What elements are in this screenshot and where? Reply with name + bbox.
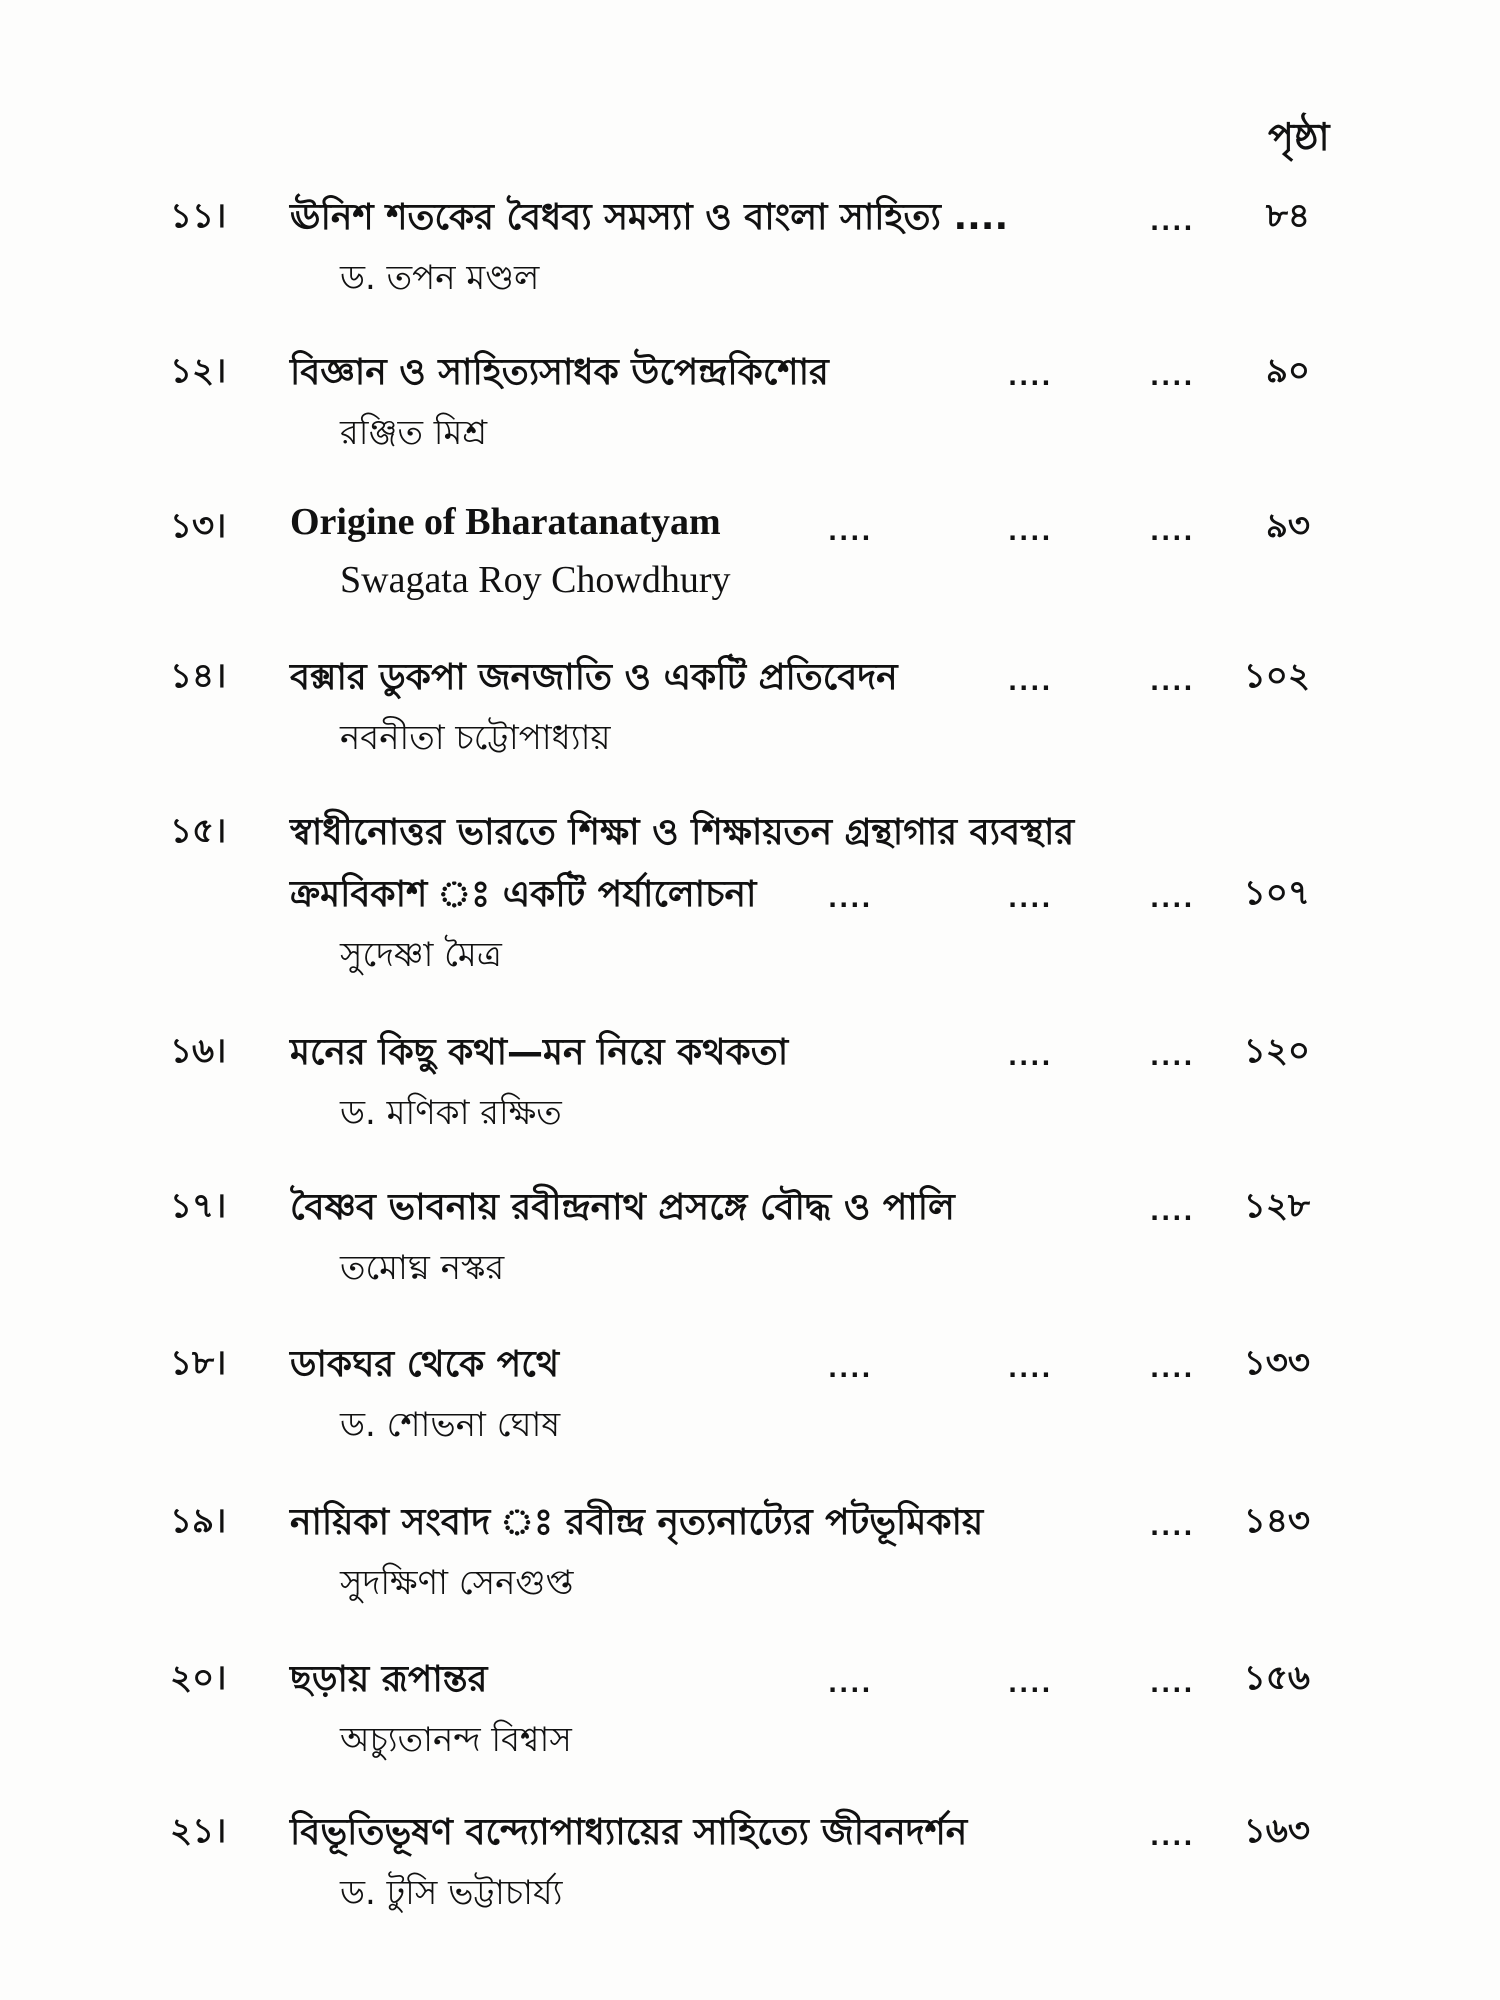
toc-entry-title-line <box>0 805 1500 861</box>
entry-page-number: ১৫৬ <box>1243 1658 1310 1698</box>
entry-author: রঞ্জিত মিশ্র <box>340 413 488 453</box>
dot-leader: .... <box>1150 1513 1195 1541</box>
entry-title: বিভূতিভূষণ বন্দ্যোপাধ্যায়ের সাহিত্যে জীবনদর্শন <box>290 1812 968 1853</box>
dot-leader: .... <box>1150 518 1195 546</box>
toc-entry-title-line <box>0 1805 1500 1861</box>
entry-title: নায়িকা সংবাদ ঃ রবীন্দ্র নৃত্যনাট্যের পটভূমিকায় <box>290 1502 984 1543</box>
entry-number: ১৮। <box>170 1343 227 1383</box>
entry-page-number: ১০৭ <box>1243 873 1310 913</box>
entry-author: সুদেষ্ণা মৈত্র <box>340 935 502 975</box>
dot-leader: .... <box>828 1355 873 1383</box>
entry-title: ডাকঘর থেকে পথে <box>290 1344 560 1385</box>
dot-leader: .... <box>1150 885 1195 913</box>
dot-leader: .... <box>1150 363 1195 391</box>
toc-entry-title-line <box>0 650 1500 706</box>
entry-page-number: ১২০ <box>1243 1031 1310 1071</box>
entry-number: ১৫। <box>170 811 227 851</box>
dot-leader: .... <box>1150 668 1195 696</box>
dot-leader: .... <box>828 518 873 546</box>
entry-page-number: ১৬৩ <box>1243 1811 1310 1851</box>
entry-author: ড. মণিকা রক্ষিত <box>340 1093 562 1133</box>
entry-author: ড. তপন মণ্ডল <box>340 258 540 298</box>
dot-leader: .... <box>1150 1198 1195 1226</box>
entry-number: ২০। <box>170 1658 227 1698</box>
entry-title: বৈষ্ণব ভাবনায় রবীন্দ্রনাথ প্রসঙ্গে বৌদ্ধ ও পালি <box>290 1187 955 1228</box>
entry-author: নবনীতা চট্টোপাধ্যায় <box>340 718 611 758</box>
dot-leader: .... <box>1150 208 1195 236</box>
toc-entry-title-line <box>0 1025 1500 1081</box>
entry-number: ১১। <box>170 196 227 236</box>
dot-leader: .... <box>1008 1043 1053 1071</box>
entry-title: Origine of Bharatanatyam <box>290 501 721 543</box>
entry-number: ১৪। <box>170 656 227 696</box>
entry-title: স্বাধীনোত্তর ভারতে শিক্ষা ও শিক্ষায়তন গ্রন্থাগার ব্যবস্থার <box>290 812 1075 853</box>
entry-author: তমোঘ্ন নস্কর <box>340 1248 505 1288</box>
entry-number: ১৯। <box>170 1501 227 1541</box>
entry-title: বিজ্ঞান ও সাহিত্যসাধক উপেন্দ্রকিশোর <box>290 352 829 393</box>
toc-entry-title-line <box>0 345 1500 401</box>
dot-leader: .... <box>1150 1823 1195 1851</box>
toc-entry-title-line <box>0 1337 1500 1393</box>
entry-page-number: ৯০ <box>1265 351 1310 391</box>
entry-page-number: ৯৩ <box>1265 506 1310 546</box>
entry-title: ঊনিশ শতকের বৈধব্য সমস্যা ও বাংলা সাহিত্য .... <box>290 197 1009 238</box>
entry-page-number: ১৪৩ <box>1243 1501 1310 1541</box>
page-column-header: পৃষ্ঠা <box>1268 115 1330 159</box>
entry-title: বক্সার ডুকপা জনজাতি ও একটি প্রতিবেদন <box>290 657 898 698</box>
dot-leader: .... <box>1008 1355 1053 1383</box>
dot-leader: .... <box>1150 1043 1195 1071</box>
dot-leader: .... <box>828 885 873 913</box>
entry-author: সুদক্ষিণা সেনগুপ্ত <box>340 1563 574 1603</box>
entry-author: ড. টুসি ভট্টাচার্য্য <box>340 1873 563 1913</box>
entry-number: ১২। <box>170 351 227 391</box>
entry-number: ১৭। <box>170 1186 227 1226</box>
toc-entry-title-line <box>0 1180 1500 1236</box>
entry-page-number: ১০২ <box>1243 656 1310 696</box>
dot-leader: .... <box>1150 1670 1195 1698</box>
entry-title: ছড়ায় রূপান্তর <box>290 1659 488 1700</box>
entry-number: ১৩। <box>170 506 227 546</box>
toc-entry-title-line <box>0 1495 1500 1551</box>
dot-leader: .... <box>1008 363 1053 391</box>
dot-leader: .... <box>1008 518 1053 546</box>
entry-author: অচ্যুতানন্দ বিশ্বাস <box>340 1720 572 1760</box>
entry-page-number: ৮৪ <box>1265 196 1310 236</box>
entry-author: ড. শোভনা ঘোষ <box>340 1405 561 1445</box>
toc-entry-title-line <box>0 1652 1500 1708</box>
entry-page-number: ১২৮ <box>1243 1186 1310 1226</box>
entry-title: মনের কিছু কথা—মন নিয়ে কথকতা <box>290 1032 789 1073</box>
entry-author: Swagata Roy Chowdhury <box>340 559 731 601</box>
toc-entry-title-line <box>0 190 1500 246</box>
dot-leader: .... <box>1008 885 1053 913</box>
dot-leader: .... <box>1008 1670 1053 1698</box>
entry-number: ২১। <box>170 1811 227 1851</box>
entry-title-continued: ক্রমবিকাশ ঃ একটি পর্যালোচনা <box>290 874 757 915</box>
dot-leader: .... <box>1008 668 1053 696</box>
toc-entry-title-line <box>0 500 1500 556</box>
toc-entry-title-line-2 <box>0 867 1500 923</box>
entry-page-number: ১৩৩ <box>1243 1343 1310 1383</box>
dot-leader: .... <box>1150 1355 1195 1383</box>
dot-leader: .... <box>828 1670 873 1698</box>
entry-number: ১৬। <box>170 1031 227 1071</box>
